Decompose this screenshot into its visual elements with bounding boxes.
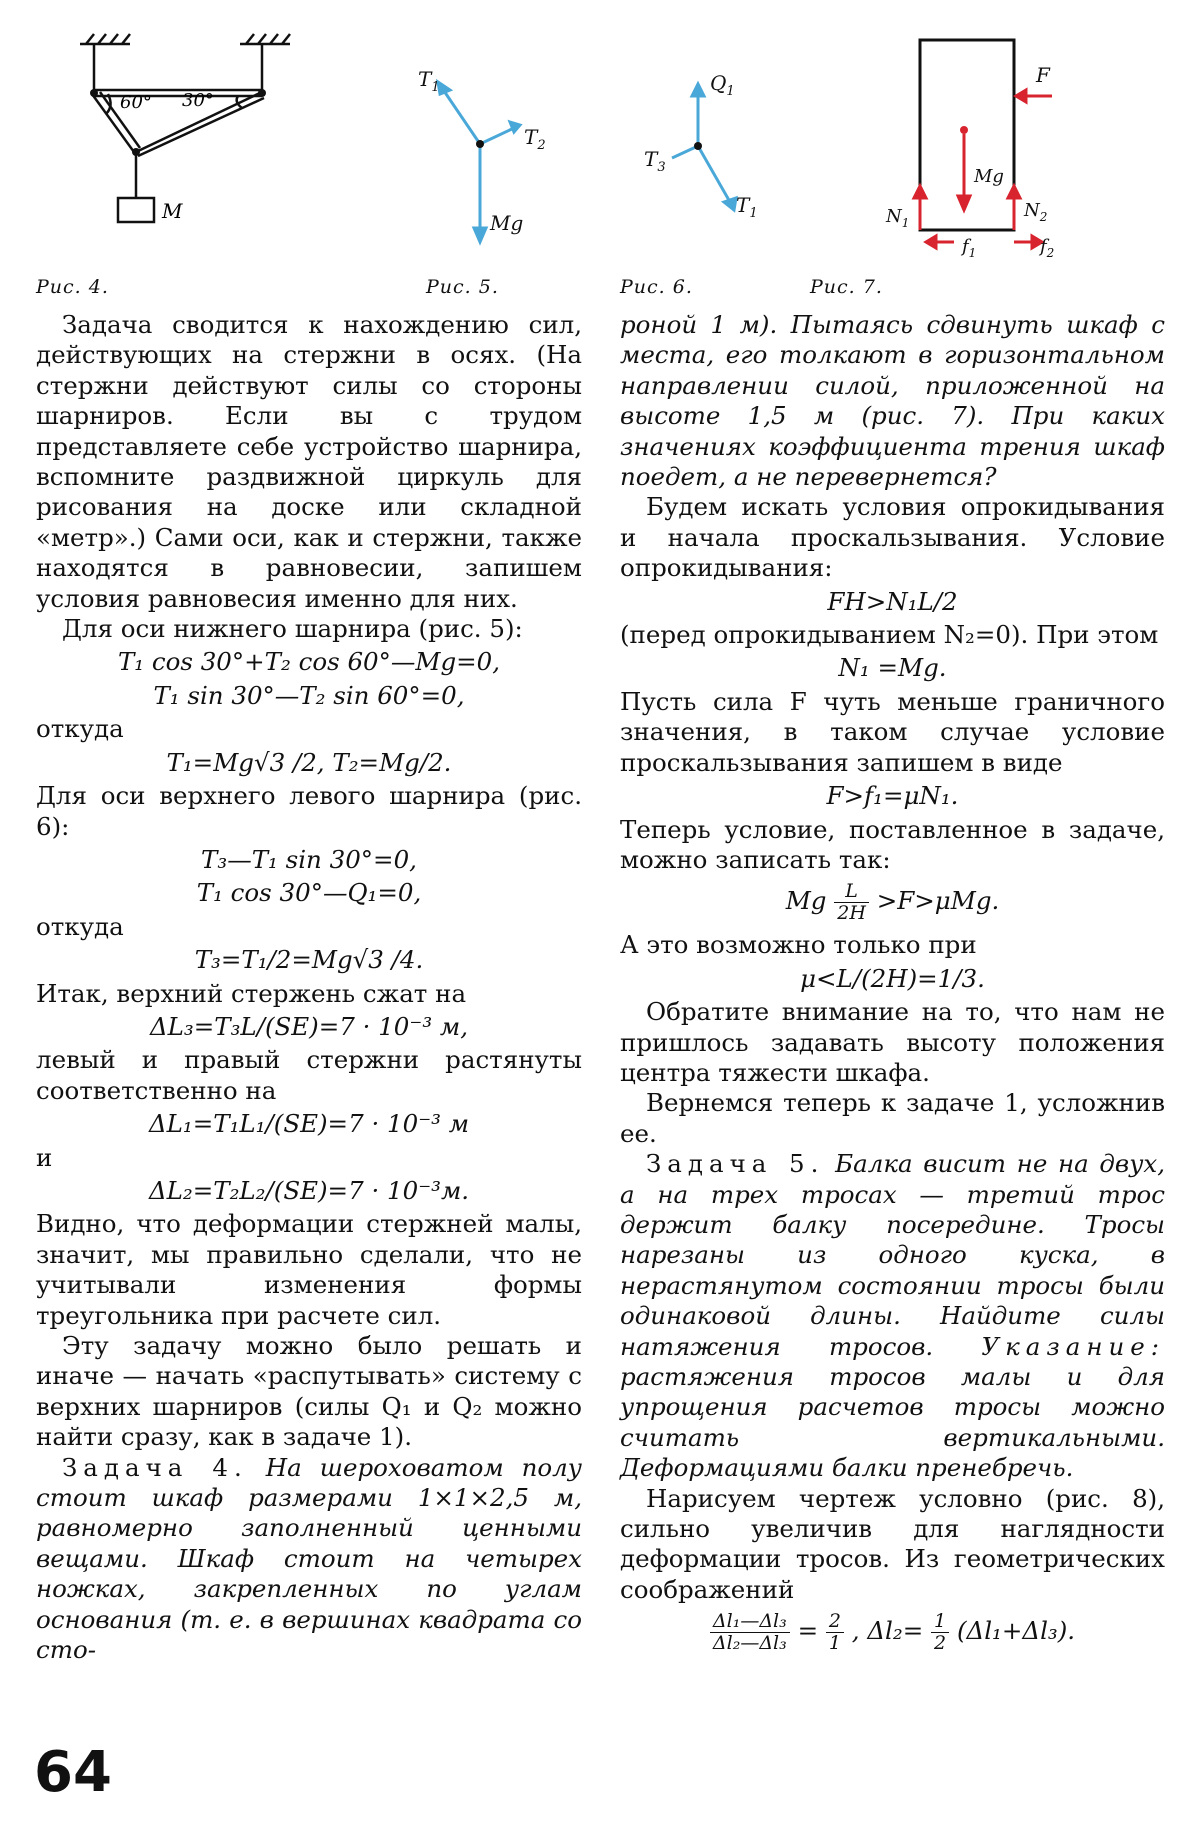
equation-r4 [620,881,1165,924]
eq-r6-hden: 2 [934,1632,947,1655]
task-4-label: Задача 4. [62,1452,248,1482]
left-paragraph-4: Итак, верхний стержень сжат на [36,978,467,1008]
right-paragraph-7: Вернемся теперь к задаче 1, усложнив ее. [620,1088,1165,1148]
n2-sub: 2 [1039,210,1048,224]
t2-label: T [524,125,538,149]
n1-sub: 1 [901,216,910,230]
n2-label: N [1024,200,1040,221]
word-otkuda-2: откуда [36,911,124,941]
svg-text:N1 [885,206,909,230]
equation-6: T₃=T₁/2=Mg√3 /4. [194,945,424,975]
hint-text: растяжения тросов малы и для упрощения расчетов тросы можно считать вертикальными. Деформациями балки пренебречь. [620,1362,1165,1483]
eq-r4-right: >F>μMg. [876,886,1000,916]
t2-sub: 2 [537,138,546,153]
caption-fig-5: Рис. 5. [426,276,499,298]
n1-label: N [886,206,902,227]
task-5-label: Задача 5. [646,1149,825,1179]
eq-r6-rnum: 2 [826,1611,844,1633]
equation-2: T₁ sin 30°—T₂ sin 60°=0, [153,680,465,710]
force-f-label: F [1036,63,1050,87]
t1-label: T [418,67,432,91]
svg-text:T1 [418,67,440,95]
equation-4: T₃—T₁ sin 30°=0, [201,844,417,874]
left-paragraph-1: Задача сводится к нахождению сил, действующих на стержни в осях. (На стержни действуют силы со стороны шарниров. Если вы с трудом представляете себе устройство шарнира, вспомните раздвижной циркуль для рисования на доске или складной «метр».) Сами оси, как и стержни, также находятся в равновесии, запишем условия равновесия именно для них. [36,310,582,613]
hint-label: Указание: [981,1331,1165,1361]
caption-fig-7: Рис. 7. [810,276,883,298]
angle-60-label: 60° [120,92,152,113]
eq-r6-den: Δl₂—Δl₃ [712,1632,787,1655]
equation-3: T₁=Mg√3 /2, T₂=Mg/2. [166,747,452,777]
right-paragraph-4: Теперь условие, поставленное в задаче, можно записать так: [620,814,1165,874]
left-paragraph-6: Видно, что деформации стержней малы, значит, мы правильно сделали, что не учитывали изменения формы треугольника при расчете сил. [36,1209,582,1330]
equation-8: ΔL₁=T₁L₁/(SE)=7 · 10⁻³ м [148,1109,470,1139]
equation-5: T₁ cos 30°—Q₁=0, [196,878,422,908]
svg-text:T2 [524,125,546,153]
equation-r1: FH>N₁L/2 [827,586,958,616]
f1-sub: 1 [968,246,977,260]
figure-4 [70,30,350,260]
eq-r4-num: L [834,881,869,903]
left-paragraph-2: Для оси нижнего шарнира (рис. 5): [62,614,523,644]
figure-7 [870,30,1070,260]
eq-r6-tail: (Δl₁+Δl₃). [956,1616,1076,1646]
caption-fig-6: Рис. 6. [620,276,693,298]
eq-r4-left: Mg [785,886,827,916]
t1-sub-6: 1 [749,206,758,221]
task-4-text: На шероховатом полу стоит шкаф размерами 1×1×2,5 м, равномерно заполненный ценными вещами. Шкаф стоит на четырех ножках, закрепленных по углам основания (т. е. в вершинах квадрата со сто- [36,1452,582,1665]
t1-label-6: T [736,193,750,217]
eq-r6-frac-1 [710,1611,790,1654]
left-paragraph-7: Эту задачу можно было решать и иначе — начать «распутывать» систему с верхних шарниров (силы Q₁ и Q₂ можно найти сразу, как в задаче 1). [36,1331,582,1452]
t1-sub: 1 [431,80,440,95]
equation-1: T₁ cos 30°+T₂ cos 60°—Mg=0, [117,647,501,677]
svg-text:T3 [644,147,666,175]
eq-r6-mid: , Δl₂= [851,1616,924,1646]
left-paragraph-3: Для оси верхнего левого шарнира (рис. 6): [36,781,582,841]
f2-label: f [1040,236,1047,257]
svg-text:T1 [736,193,758,221]
eq-r6-frac-3 [931,1611,949,1654]
figure-6 [630,60,780,240]
svg-text:Q1 [710,71,735,99]
mg-label: Mg [490,211,524,235]
page-number: 64 [34,1740,112,1805]
right-paragraph-2: (перед опрокидыванием N₂=0). При этом [620,620,1159,650]
caption-fig-4: Рис. 4. [36,276,109,298]
task-4-continuation: роной 1 м). Пытаясь сдвинуть шкаф с места, его толкают в горизонтальном направлении силой, приложенной на высоте 1,5 м (рис. 7). При каких значениях коэффициента трения шкаф поедет, а не перевернется? [620,310,1165,492]
t3-sub: 3 [657,160,666,175]
svg-text:f2 [1038,236,1054,260]
f2-sub: 2 [1046,246,1055,260]
equation-9: ΔL₂=T₂L₂/(SE)=7 · 10⁻³м. [148,1175,470,1205]
mg-label-7: Mg [974,166,1004,187]
mass-label: M [162,199,183,223]
equation-r6 [620,1611,1165,1654]
right-paragraph-1: Будем искать условия опрокидывания и начала проскальзывания. Условие опрокидывания: [620,492,1165,583]
figure-5 [400,60,570,250]
eq-r6-rden: 1 [828,1632,841,1655]
right-paragraph-3: Пусть сила F чуть меньше граничного значения, в таком случае условие проскальзывания запишем в виде [620,686,1165,777]
task-5-text: Балка висит не на двух, а на трех тросах — третий трос держит балку посередине. Тросы нарезаны из одного куска, в нерастянутом состоянии тросы были одинаковой длины. Найдите силы натяжения тросов. [620,1149,1166,1361]
word-i: и [36,1142,53,1172]
q1-sub: 1 [726,84,735,99]
f1-label: f [962,236,969,257]
angle-30-label: 30° [182,90,214,111]
eq-r6-num: Δl₁—Δl₃ [710,1611,790,1633]
left-column [36,310,582,1665]
right-paragraph-5: А это возможно только при [620,930,977,960]
eq-r4-den: 2H [837,902,866,925]
svg-text:N2 [1023,200,1047,224]
right-paragraph-8: Нарисуем чертеж условно (рис. 8), сильно увеличив для наглядности деформации тросов. Из геометрических соображений [620,1483,1165,1604]
left-paragraph-5: левый и правый стержни растянуты соответственно на [36,1045,582,1105]
eq-r6-equals: = [797,1616,819,1646]
equation-r3: F>f₁=μN₁. [826,781,959,811]
eq-r6-hnum: 1 [931,1611,949,1633]
right-paragraph-6: Обратите внимание на то, что нам не пришлось задавать высоту положения центра тяжести шкафа. [620,997,1165,1087]
t3-label: T [644,147,658,171]
eq-r6-frac-2 [826,1611,844,1654]
svg-text:f1 [960,236,976,260]
eq-r4-fraction [834,881,869,924]
equation-r2: N₁ =Mg. [838,653,947,683]
equation-r5: μ<L/(2H)=1/3. [800,963,985,993]
q1-label: Q [710,71,727,95]
word-otkuda-1: откуда [36,714,124,744]
right-column [620,310,1165,1660]
equation-7: ΔL₃=T₃L/(SE)=7 · 10⁻³ м, [149,1011,469,1041]
